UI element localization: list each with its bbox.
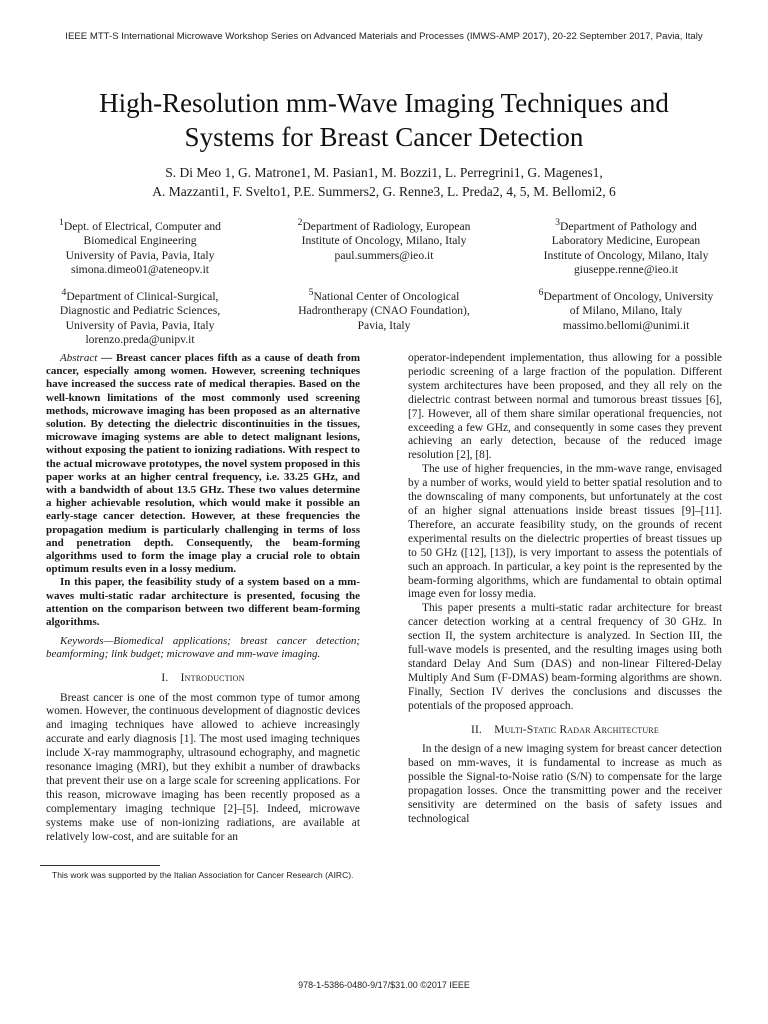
affiliation-sup: 1 (59, 217, 64, 228)
affiliation-sup: 3 (555, 217, 560, 228)
title-line-2: Systems for Breast Cancer Detection (184, 122, 584, 152)
affiliation-4: $^4$Department of Clinical-Surgical, Diagnostic and Pediatric Sciences, University of Pavia, Pavia, Italy lorenzo.preda@unipv.it (40, 286, 240, 348)
affiliation-2: $^2$Department of Radiology, European Institute of Oncology, Milano, Italy paul.summers@ieo.it (284, 216, 484, 263)
conference-header: IEEE MTT-S International Microwave Workshop Series on Advanced Materials and Processes (IMWS-AMP 2017), 20-22 September 2017, Pavia, Italy (65, 31, 703, 42)
affiliation-6: $^6$Department of Oncology, University of Milano, Milano, Italy massimo.bellomi@unimi.it (526, 286, 726, 333)
author-list (40, 163, 728, 201)
abstract-paragraph-2: In this paper, the feasibility study of a system based on a mm-waves multi-static radar architecture is presented, focusing the attention on the comparison between two different beam-forming algorithms. (46, 576, 360, 629)
affiliation-3: $^3$Department of Pathology and Laboratory Medicine, European Institute of Oncology, Milano, Italy giuseppe.renne@ieo.it (526, 216, 726, 278)
paper-title (40, 86, 728, 154)
body-paragraph: operator-independent implementation, thus allowing for a possible periodic screening of a large fraction of the population. Different system architectures have been proposed, and they all rely on the dielectric contrast between normal and tumorous breast tissues [6], [7]. However, all of them share similar operational frequencies, not exceeding a few GHz, and consequently in some cases they prevent achieving an early detection, because of the reduced image resolution [2], [8]. (408, 352, 722, 462)
funding-footnote: This work was supported by the Italian Association for Cancer Research (AIRC). (52, 870, 354, 880)
footnote-divider (40, 865, 160, 866)
intro-paragraph-1: Breast cancer is one of the most common type of tumor among women. However, the continuous development of diagnostic devices and imaging techniques have allowed to achieve increasingly accurate and early diagnosis [1]. The most used imaging techniques include X-ray mammography, ultrasound echography, and magnetic resonance imaging (MRI), but they exhibit a number of drawbacks that prevent their use on a large scale for screening applications. For this reason, microwave imaging has been recently proposed as a complementary imaging technique [2]–[5]. Indeed, microwave systems make use of non-ionizing radiations, are available at relatively low-cost, and are suitable for an (46, 691, 360, 843)
affiliation-sup: 2 (297, 217, 303, 228)
affiliation-email: paul.summers@ieo.it (334, 248, 434, 262)
affiliation-email: lorenzo.preda@unipv.it (85, 333, 195, 347)
keywords: Keywords—Biomedical applications; breast cancer detection; beamforming; link budget; microwave and mm-wave imaging. (46, 635, 360, 661)
left-column (46, 352, 360, 845)
affiliation-email: simona.dimeo01@ateneopv.it (70, 263, 210, 277)
affiliation-1: $^1$Dept. of Electrical, Computer and Biomedical Engineering University of Pavia, Pavia, Italy simona.dimeo01@ateneopv.it (40, 216, 240, 278)
right-column (408, 352, 722, 827)
body-paragraph: In the design of a new imaging system for breast cancer detection based on mm-waves, it is fundamental to increase as much as possible the Signal-to-Noise ratio (S/N) to compensate for the large propagation losses. Once the transmitting power and the receiver sensitivity are determined on the basis of safety issues and technological (408, 743, 722, 825)
authors-line-2: A. Mazzanti1, F. Svelto1, P.E. Summers2, G. Renne3, L. Preda2, 4, 5, M. Bellomi2, 6 (152, 184, 616, 199)
section-heading-1: I. Introduction (161, 671, 245, 684)
affiliation-sup: 4 (61, 287, 67, 298)
affiliation-email: massimo.bellomi@unimi.it (562, 318, 690, 332)
title-line-1: High-Resolution mm-Wave Imaging Techniques and (99, 88, 669, 118)
affiliation-5: $^5$National Center of Oncological Hadrontherapy (CNAO Foundation), Pavia, Italy (298, 287, 470, 332)
section-heading-2: II. Multi-Static Radar Architecture (471, 723, 659, 736)
affiliation-sup: 6 (538, 287, 544, 298)
authors-line-1: S. Di Meo 1, G. Matrone1, M. Pasian1, M. Bozzi1, L. Perregrini1, G. Magenes1, (165, 165, 603, 180)
abstract-label: Abstract (60, 352, 98, 364)
affiliation-sup: 5 (308, 287, 314, 298)
affiliation-email: giuseppe.renne@ieo.it (573, 263, 679, 277)
body-paragraph: This paper presents a multi-static radar architecture for breast cancer detection working at a central frequency of 30 GHz. In section II, the system architecture is analyzed. In Section III, the full-wave models is presented, and the resulting images using both standard Delay And Sum (DAS) and non-linear Filtered-Delay Multiply And Sum (F-DMAS) beam-forming algorithms are shown. Finally, Section IV derives the conclusions and discusses the potentials of the proposed approach. (408, 602, 722, 712)
abstract: Abstract — Breast cancer places fifth as a cause of death from cancer, especially among women. However, screening techniques have increased the success rate of medical therapies. Based on the well-known limitations of the most commonly used screening methods, microwave imaging has been proposed as an alternative solution. By detecting the dielectric discontinuities in the tissues, microwave imaging systems are able to detect malignant lesions, without exposing the patient to ionizing radiations. With respect to the actual microwave prototypes, the novel system proposed in this paper works at an higher central frequency, i.e. 33.25 GHz, and with a bandwidth of about 13.5 GHz. These two values determine a higher achievable resolution, which would make it possible an early-stage cancer detection. However, at these frequencies the propagation medium is particularly challenging in terms of loss and penetration depth. Consequently, the beam-forming algorithms used to form the image play a crucial role to obtain optimum results even in a lossy medium. (46, 352, 360, 576)
body-paragraph: The use of higher frequencies, in the mm-wave range, envisaged by a number of works, would yield to better spatial resolution and to the downscaling of many components, but unfortunately at the cost of an higher signal attenuations inside breast tissues [9]–[11]. Therefore, an accurate feasibility study, on the grounds of recent experimental results on the dielectric properties of breast tissues up to 50 GHz ([12], [13]), is very important to assess the potentials of such an approach. In particular, a key point is the represented by the beam-forming algorithms, which are fundamental to obtain optimal image even for lossy media. (408, 463, 722, 601)
copyright-footer: 978-1-5386-0480-9/17/$31.00 ©2017 IEEE (298, 980, 470, 990)
